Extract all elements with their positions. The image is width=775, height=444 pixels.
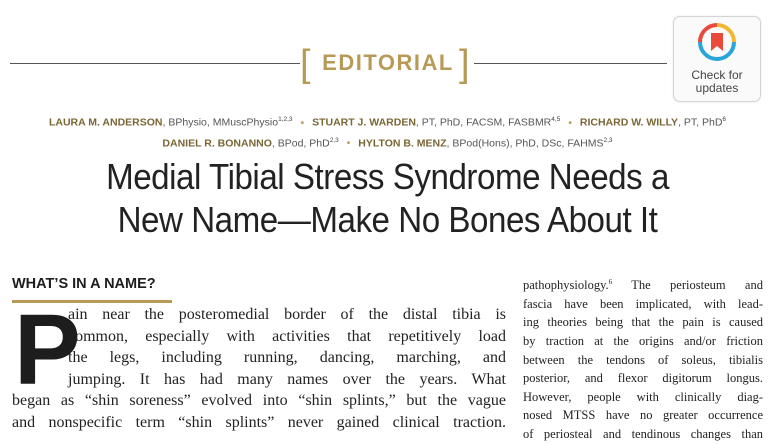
body-line: jumping. It has had many names over the years. What (68, 370, 506, 388)
author-name: DANIEL R. BONANNO (162, 137, 272, 149)
body-line: However, people with clinically diag- (523, 389, 763, 404)
body-line: of periosteal and tendinous changes than (523, 426, 763, 441)
bookmark-icon (698, 23, 736, 61)
badge-label: Check for updates (691, 68, 743, 95)
section-label: EDITORIAL (322, 50, 454, 75)
body-line: posterior, and flexor digitorum longus. (523, 371, 763, 386)
drop-cap: P (14, 294, 81, 406)
body-line: common, especially with activities that repetitively load (68, 327, 506, 345)
header-rule-left (10, 63, 300, 64)
author-name: HYLTON B. MENZ (358, 137, 447, 149)
body-column-1 (12, 304, 506, 433)
section-heading: WHAT’S IN A NAME? (12, 276, 156, 292)
body-line: nosed MTSS have no greater occurrence (523, 408, 763, 423)
body-line: ain near the posteromedial border of the distal tibia is (68, 306, 506, 323)
author-line-1: LAURA M. ANDERSON, BPhysio, MMuscPhysio$^{1,2,3}$ • STUART J. WARDEN, PT, PhD, FACSM, FASBMR$^{4,5}$ • RICHARD W. WILLY, PT, PhD$^6$ (48, 116, 727, 129)
body-line: began as “shin soreness” evolved into “shin splints,” but the vague (12, 392, 506, 409)
header-rule-right (474, 63, 667, 64)
check-for-updates-button[interactable] (673, 16, 761, 102)
body-line: by traction at the origins and/or friction (523, 333, 763, 348)
author-list (0, 111, 775, 152)
article-title: Medial Tibial Stress Syndrome Needs a New Name—Make No Bones About It (106, 156, 669, 240)
body-line: and nonspecific term “shin splints” never gained clinical traction. (12, 413, 506, 431)
body-line: between the tendons of soleus, tibialis (523, 352, 763, 367)
bracket-left: [ (300, 43, 311, 85)
body-line: ing theories being that the pain is caused (523, 315, 763, 330)
author-name: LAURA M. ANDERSON (48, 116, 163, 129)
body-line: pathophysiology.$^6$ The periosteum and (523, 278, 763, 293)
author-line-2: DANIEL R. BONANNO, BPod, PhD$^{2,3}$ • HYLTON B. MENZ, BPod(Hons), PhD, DSc, FAHMS$^{2,3}$ (162, 136, 613, 149)
body-line: fascia have been implicated, with lead- (523, 296, 763, 311)
bracket-right: ] (459, 43, 470, 85)
author-name: RICHARD W. WILLY (579, 116, 679, 129)
author-name: STUART J. WARDEN (312, 116, 416, 129)
body-line: the legs, including running, dancing, marching, and (68, 349, 506, 366)
body-column-2 (523, 273, 763, 444)
citation-ref: 6 (608, 278, 613, 286)
